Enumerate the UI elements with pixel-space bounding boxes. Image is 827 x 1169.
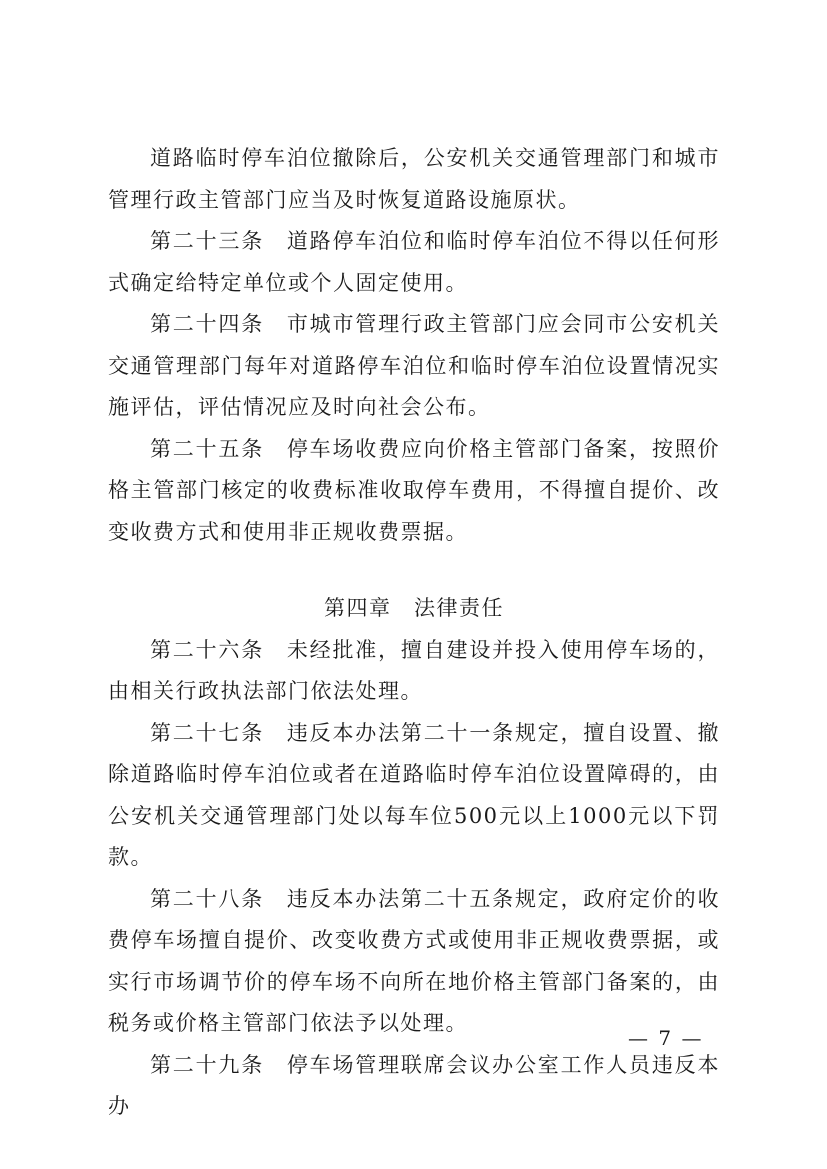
- article-29: 第二十九条 停车场管理联席会议办公室工作人员违反本办: [108, 1052, 720, 1118]
- article-24: 第二十四条 市城市管理行政主管部门应会同市公安机关交通管理部门每年对道路停车泊位和临时停车泊位设置情况实施评估，评估情况应及时向社会公布。: [108, 312, 720, 419]
- article-28: 第二十八条 违反本办法第二十五条规定，政府定价的收费停车场擅自提价、改变收费方式或使用非正规收费票据，或实行市场调节价的停车场不向所在地价格主管部门备案的，由税务或价格主管部门依法予以处理。: [108, 886, 720, 1035]
- body-text: [108, 138, 720, 1128]
- article-25: 第二十五条 停车场收费应向价格主管部门备案，按照价格主管部门核定的收费标准收取停车费用，不得擅自提价、改变收费方式和使用非正规收费票据。: [108, 436, 720, 544]
- article-26: 第二十六条 未经批准，擅自建设并投入使用停车场的，由相关行政执法部门依法处理。: [108, 637, 720, 703]
- article-27: 第二十七条 违反本办法第二十一条规定，擅自设置、撤除道路临时停车泊位或者在道路临时停车泊位设置障碍的，由公安机关交通管理部门处以每车位500元以上1000元以下罚款。: [108, 720, 720, 869]
- page-number: — 7 —: [628, 1026, 704, 1050]
- paragraph-restore-facilities: 道路临时停车泊位撤除后，公安机关交通管理部门和城市管理行政主管部门应当及时恢复道路设施原状。: [108, 146, 720, 212]
- article-23: 第二十三条 道路停车泊位和临时停车泊位不得以任何形式确定给特定单位或个人固定使用。: [108, 229, 720, 295]
- chapter-title: 第四章 法律责任: [324, 596, 504, 620]
